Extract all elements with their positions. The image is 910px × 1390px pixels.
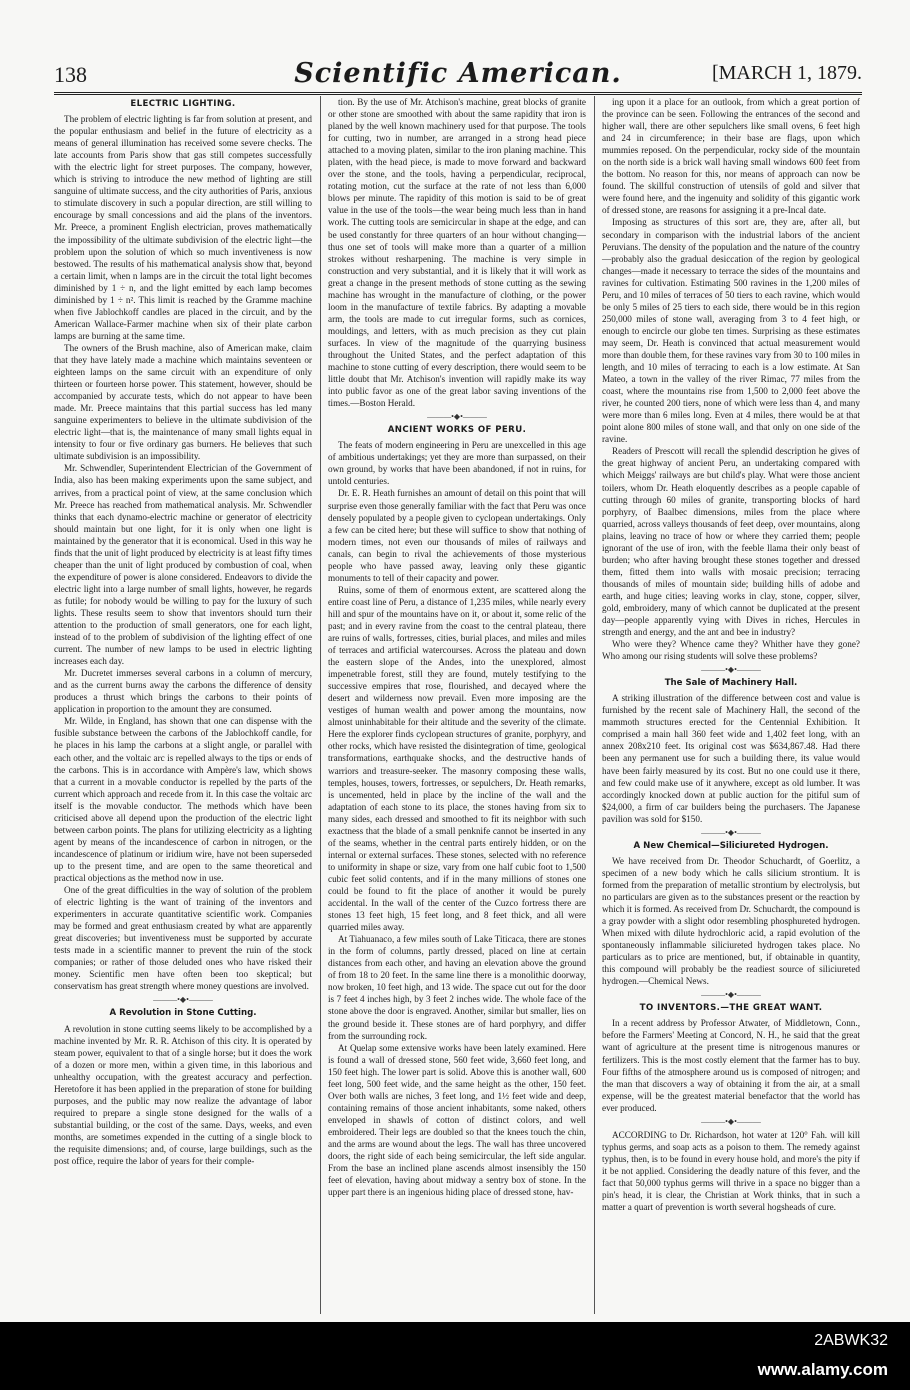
article-body — [602, 855, 860, 988]
paragraph: Dr. E. R. Heath furnishes an amount of detail on this point that will surprise even those generally familiar with the fact that Peru was once densely populated by a people given to cyclopean undertakings. Only a few can be cited here; but these will suffice to show that nothing of modern times, not even our thousands of miles of railways and canals, can begin to rival the achievements of those mysterious people who have passed away, leaving only these gigantic monuments to tell of their capacity and power. — [328, 488, 586, 583]
column-3 — [602, 96, 860, 1213]
article-body — [602, 1129, 860, 1213]
paragraph: One of the great difficulties in the way of solution of the problem of electric lighting is the want of training of the inventors and experimenters in accurate quantitative scientific work. Companies may be formed and great enthusiasm created by what are apparently great discoveries; but inventiveness must be supported by accurate tests made in a scientific manner to prevent the ruin of the stock companies; or rather of those deluded ones who have risked their money. Scientific men have often been too skeptical; but conservatism has great strength where money questions are involved. — [54, 885, 312, 992]
article-title: ELECTRIC LIGHTING. — [130, 99, 236, 109]
section-separator: ———•◆•——— — [701, 990, 761, 1000]
section-separator: ———•◆•——— — [701, 827, 761, 837]
paragraph: Who were they? Whence came they? Whither have they gone? Who among our rising students will solve these problems? — [602, 639, 860, 662]
paragraph: Mr. Ducretet immerses several carbons in a column of mercury, and as the current burns away the carbons the difference of density produces a thrust which brings the carbons to their points of application in proportion to the amount they are consumed. — [54, 668, 312, 715]
article-body — [602, 692, 860, 825]
header-rule-double — [54, 94, 862, 95]
article-body — [54, 113, 312, 992]
issue-date: [MARCH 1, 1879. — [711, 62, 862, 84]
paragraph: ing upon it a place for an outlook, from which a great portion of the province can be seen. Following the entrances of the second and higher wall, there are other sepulchers like small ovens, 6 feet high and 24 in circumference; in their base are flags, upon which mummies reposed. On the perpendicular, rocky side of the mountain on the north side is a brick wall having small windows 600 feet from the bottom. No reason for this, nor means of approach can now be found. The skillful construction of utensils of gold and silver that were found here, and the ingenuity and solidity of this gigantic work of dressed stone, are reasons for assigning it a pre-Incal date. — [602, 97, 860, 216]
page-header — [54, 58, 862, 92]
article-title: TO INVENTORS.—THE GREAT WANT. — [639, 1003, 823, 1014]
paragraph: Mr. Wilde, in England, has shown that one can dispense with the fusible substance between the carbons of the Jablochkoff candle, for he places in his lamp the carbons at a slight angle, or parallel with each other, and the voltaic arc is repelled always to the tips or ends of the carbons. This is in accordance with Ampère's law, which shows that a current in a movable conductor is repelled by the parts of the current which approach and recede from it. In this case the voltaic arc itself is the movable conductor. The methods which have been criticised above all depend upon the production of the electric light between carbon points. The plans for utilizing electricity as a lighting agent by means of the incandescence of carbon in nitrogen, or the incandescence of platinum or iridium wire, have not been superseded up to the present time, and are open to the same theoretical and practical objections as the method now in use. — [54, 716, 312, 883]
paragraph: tion. By the use of Mr. Atchison's machine, great blocks of granite or other stone are smoothed with about the same rapidity that iron is planed by the well known machinery used for that purpose. The tools for cutting, two in number, are arranged in a strong head piece attached to a moving platen, similar to the iron planing machine. This platen, with the head piece, is made to move forward and backward over the stone, and the tools, having a perpendicular, reciprocal, rotating motion, cut the surface at the rate of not less than 6,000 blows per minute. The rapidity of this motion is said to be of great value in the use of the tools—the wear being much less than in hand work. The cutting tools are semicircular in shape at the edge, and can be used constantly for three quarters of an hour without changing—thus one set of tools will make more than a quarter of a million strokes without resharpening. The machine is very simple in construction and very substantial, and it is likely that it will work as great a change in the present methods of stone cutting as the sewing machine has wrought in the manufacture of clothing, or the power loom in the manufacture of textile fabrics. By adapting a movable arm, the tools are made to cut irregular forms, such as cornices, mouldings, and letters, with as much precision as they cut plain surfaces. In view of the magnitude of the quarrying business throughout the United States, and the perfect adaptation of this machine to stone cutting of every description, there would seem to be little doubt that Mr. Atchison's invention will rapidly make its way into public favor as one of the great labor saving inventions of the times.—Boston Herald. — [328, 97, 586, 409]
article-title: A Revolution in Stone Cutting. — [109, 1008, 257, 1019]
paragraph: Readers of Prescott will recall the splendid description he gives of the great highway of ancient Peru, an undertaking compared with which Meiggs' railways are but child's play. What were those ancient toilers, whom Dr. Heath eloquently describes as a people capable of cutting through 60 miles of granite, transporting blocks of hard porphyry, of Baalbec dimensions, miles from the place where quarried, across valleys thousands of feet deep, over mountains, along plains, leaving no trace of how or where they carried them; people ignorant of the use of iron, with the feeble llama their only beast of burden; who after having brought these stones together and dressed them, fitted them into walls with mosaic precision; terracing thousands of miles of mountain side; building hills of adobe and earth, and huge cities; leaving works in clay, stone, copper, silver, gold, embroidery, many of which cannot be duplicated at the present day—people apparently vying with Dives in riches, Hercules in strength and energy, and the ant and bee in industry? — [602, 446, 860, 638]
paragraph: A revolution in stone cutting seems likely to be accomplished by a machine invented by Mr. R. R. Atchison of this city. It is operated by steam power, equivalent to that of a single horse; but it does the work of a dozen or more men, within a given time, in this laborious and unhealthy occupation, with the greatest accuracy and perfection. Heretofore it has been applied in the preparation of stone for building purposes, and the public may now realize the advantage of labor required to prepare a single stone designed for the walls of a substantial building, or the cost of the same. Days, weeks, and even months, are sometimes expended in the cutting of a single block to the requisite dimensions; and, of course, large buildings, such as the post office, require the labor of years for their comple- — [54, 1023, 312, 1167]
paragraph: The problem of electric lighting is far from solution at present, and the popular enthusiasm and belief in the future of electricity as a means of general illumination has received some severe checks. The late accounts from Paris show that gas still competes successfully with the electric light for street purposes. The company, however, which is striving to introduce the new method of lighting are still sanguine of ultimate success, and the city authorities of Paris, anxious to stimulate discovery in such a popular direction, are still willing to encourage by small concessions and aid the plans of the inventors. Mr. Preece, a prominent English electrician, proves mathematically the impossibility of the ultimate subdivision of the electric light—the problem upon the solution of which so much inventiveness is now bestowed. The results of his mathematical analysis show that, beyond a certain limit, when n lamps are in the circuit the total light becomes diminished by 1 ÷ n, and the light emitted by each lamp becomes diminished by 1 ÷ n². This limit is reached by the Gramme machine when five Jablochkoff candles are placed in the circuit, and by the American Wallace-Farmer machine when six of their plate carbon lamps are burning at the same time. — [54, 114, 312, 341]
section-separator: ———•◆•——— — [701, 665, 761, 675]
column-divider — [320, 96, 321, 1314]
header-rule — [54, 92, 862, 93]
paragraph: We have received from Dr. Theodor Schuchardt, of Goerlitz, a specimen of a new body which he calls silicium strontium. It is formed from the preparation of metallic strontium by electrolysis, but no particulars are given as to the substances present or the reaction by which it is formed. As received from Dr. Schuchardt, the compound is a gray powder with a slight odor resembling phosphureted hydrogen. When mixed with dilute hydrochloric acid, a rapid evolution of the spontaneously inflammable siliciureted hydrogen takes place. No particulars as to price are mentioned, but, if obtainable in quantity, this compound will probably be the readiest source of siliciureted hydrogen.—Chemical News. — [602, 855, 860, 987]
section-separator: ———•◆•——— — [153, 995, 213, 1005]
paragraph: The feats of modern engineering in Peru are unexcelled in this age of ambitious undertakings; yet they are more than surpassed, on their own ground, by works that have been abandoned, if not in ruins, for untold centuries. — [328, 440, 586, 487]
article-title: A New Chemical—Siliciureted Hydrogen. — [633, 840, 829, 851]
article-body — [328, 96, 586, 409]
paragraph: At Quelap some extensive works have been lately examined. Here is found a wall of dressed stone, 560 feet wide, 3,660 feet long, and 150 feet high. The lower part is solid. Above this is another wall, 600 feet long, 500 feet wide, and the same height as the other, 150 feet. Over both walls are niches, 3 feet long, and 1½ feet wide and deep, containing remains of those ancient inhabitants, some naked, others enveloped in shawls of cotton of distinct colors, and well embroidered. Their legs are doubled so that the knees touch the chin, and the arms are wound about the legs. The wall has three uncovered doors, the right side of each being semicircular, the left side angular. From the base an inclined plane ascends almost insensibly the 150 feet of elevation, having about midway a sentry box of stone. In the upper part there is an ingenious hiding place of dressed stone, hav- — [328, 1042, 586, 1198]
article-body — [54, 1023, 312, 1168]
article-title: ANCIENT WORKS OF PERU. — [387, 425, 527, 436]
paragraph: ACCORDING to Dr. Richardson, hot water at 120° Fah. will kill typhus germs, and soap acts as a poison to them. The remedy against typhus, then, is to be found in every house hold, and more's the pity if it be not applied. Considering the deadly nature of this fever, and the fact that 50,000 typhus germs will thrive in a space no bigger than a pin's head, it is clear, the Christian at Work thinks, that in such a matter a quart of prevention is worth several hogsheads of cure. — [602, 1129, 860, 1213]
paragraph: At Tiahuanaco, a few miles south of Lake Titicaca, there are stones in the form of columns, partly dressed, placed on line at certain distances from each other, and having an elevation above the ground of from 18 to 20 feet. In the same line there is a monolithic doorway, now broken, 10 feet high, and 13 wide. The space cut out for the door is 7 feet 4 inches high, by 3 feet 2 inches wide. The whole face of the stone above the door is engraved. Another, similar but smaller, lies on the ground beside it. These stones are of hard porphyry, and differ from the surrounding rock. — [328, 934, 586, 1041]
column-divider — [594, 96, 595, 1314]
paragraph: Imposing as structures of this sort are, they are, after all, but secondary in comparison with the industrial labors of the ancient Peruvians. The density of the population and the nature of the country—probably also the gradual desiccation of the region by geological changes—made it necessary to terrace the sides of the mountains and ravines for cultivation. Estimating 500 ravines in the 1,200 miles of Peru, and 10 miles of terraces of 50 tiers to each ravine, which would be only 5 miles of 25 tiers to each side, there would be in this region 250,000 miles of stone wall, averaging from 3 to 4 feet high, or enough to encircle our globe ten times. Surprising as these estimates may seem, Dr. Heath is convinced that actual measurement would more than double them, for these ravines vary from 30 to 100 miles in length, and 10 miles of terracing to each is a low estimate. At San Mateo, a town in the valley of the river Rimac, 77 miles from the coast, where the mountains rise from 1,500 to 2,000 feet above the river, he counted 200 tiers, none of which were less than 4, and many were more than 6 miles long. Even at 4 miles, there would be at that point alone 800 miles of stone wall, and that only on one side of the ravine. — [602, 217, 860, 445]
paragraph: A striking illustration of the difference between cost and value is furnished by the recent sale of Machinery Hall, the second of the mammoth structures erected for the Centennial Exhibition. It comprised a main hall 360 feet wide and 1,402 feet long, with an annex 208x210 feet. Its original cost was $634,867.48. Had there been any permanent use for such a building there, its value would have been fairly measured by its cost. But no one could use it there, and few could make use of it anywhere, except as old lumber. It was accordingly knocked down at public auction for the pitiful sum of $24,000, a firm of car builders being the purchasers. The Japanese pavilion was sold for $150. — [602, 693, 860, 824]
section-separator: ———•◆•——— — [701, 1116, 761, 1126]
paragraph: Ruins, some of them of enormous extent, are scattered along the entire coast line of Peru, a distance of 1,235 miles, while nearly every hill and spur of the mountains have on it, or about it, some relic of the past; and in every ravine from the coast to the central plateau, there are ruins of walls, fortresses, cities, burial places, and miles and miles of terraces and artificial watercourses. Across the plateau and down the eastern slope of the Andes, into the unexplored, almost impenetrable forest, still they are found, mutely testifying to the successive empires that rose, flourished, and decayed where the desert and wilderness now prevail. Even more imposing are the vestiges of human wealth and power among the mountains, now almost uninhabitable for their altitude and the severity of the climate. Here the explorer finds cyclopean structures of granite, porphyry, and other rocks, which have resisted the disintegration of time, geological transformations, earthquake shocks, and the destructive hands of warriors and treasure-seeker. The masonry composing these walls, temples, houses, towers, fortresses, or sepulchers, Dr. Heath remarks, is uncemented, held in place by the incline of the wall and the adaptation of each stone to its place, the stones having from six to many sides, each dressed and smoothed to fit its neighbor with such exactness that the blade of a small penknife cannot be inserted in any of the seams, whether in the central parts entirely hidden, or on the internal or external surfaces. These stones, selected with no reference to uniformity in shape or size, vary from one half cubic foot to 1,500 cubic feet solid contents, and if in the many millions of stones one could be found to fit the place of another it would be purely accidental. In the wall of the center of the Cuzco fortress there are stones 13 feet high, 15 feet long, and 8 feet thick, and all were quarried miles away. — [328, 584, 586, 933]
paragraph: In a recent address by Professor Atwater, of Middletown, Conn., before the Farmers' Meeting at Concord, N. H., he said that the great want of agriculture at the present time is nitrogenous manures or fertilizers. This is the most costly element that the farmer has to buy. Four fifths of the atmosphere around us is composed of nitrogen; and the man that discovers a way of obtaining it from the air, at a small expense, will be the greatest material benefactor that the world has ever produced. — [602, 1018, 860, 1113]
paragraph: Mr. Schwendler, Superintendent Electrician of the Government of India, also has been making experiments upon the same subject, and arrives, from a practical point of view, at the same conclusion which Mr. Preece has reached from mathematical analysis. Mr. Schwendler thinks that each dynamo-electric machine or generator of electricity should maintain but one light, for it is only when one light is maintained by the generator that it is economical. Used in this way he finds that the unit of light produced by electricity is at least fifty times cheaper than the unit of light produced by combustion of coal, when the expenditure of power is alone considered. Endeavors to divide the electric light into a large number of small lights, however, he regards as futile; for nobody would be willing to pay for the luxury of such lights. These results seem to show that inventors should turn their attention to the production of small generators, one for each light, instead of to the problem of subdivision of the lighting effect of one current. The number of new lamps to be used in electric lighting increases each day. — [54, 463, 312, 667]
article-title: The Sale of Machinery Hall. — [664, 678, 798, 689]
masthead: Scientific American. — [294, 58, 622, 89]
article-body — [328, 439, 586, 1198]
page-number: 138 — [54, 62, 87, 87]
article-body — [602, 1017, 860, 1113]
article-body — [602, 96, 860, 662]
watermark-bar — [0, 1322, 910, 1390]
column-1 — [54, 96, 312, 1167]
paragraph: The owners of the Brush machine, also of American make, claim that they have lately made a machine which maintains seventeen or eighteen lamps on the same circuit with an expenditure of only thirteen or fourteen horse power. This statement, however, should be accompanied by accurate tests, which do not appear to have been made. Mr. Preece maintains that this partial success has led many sanguine experimenters to believe in the ultimate subdivision of the electric light—that is, the maintenance of many small lights equal in intensity to four or five ordinary gas burners. He believes that such ultimate subdivision is an impossibility. — [54, 342, 312, 462]
section-separator: ———•◆•——— — [427, 412, 487, 422]
column-2 — [328, 96, 586, 1198]
image-id: 2ABWK32 — [814, 1332, 888, 1349]
watermark-url: www.alamy.com — [757, 1360, 888, 1379]
